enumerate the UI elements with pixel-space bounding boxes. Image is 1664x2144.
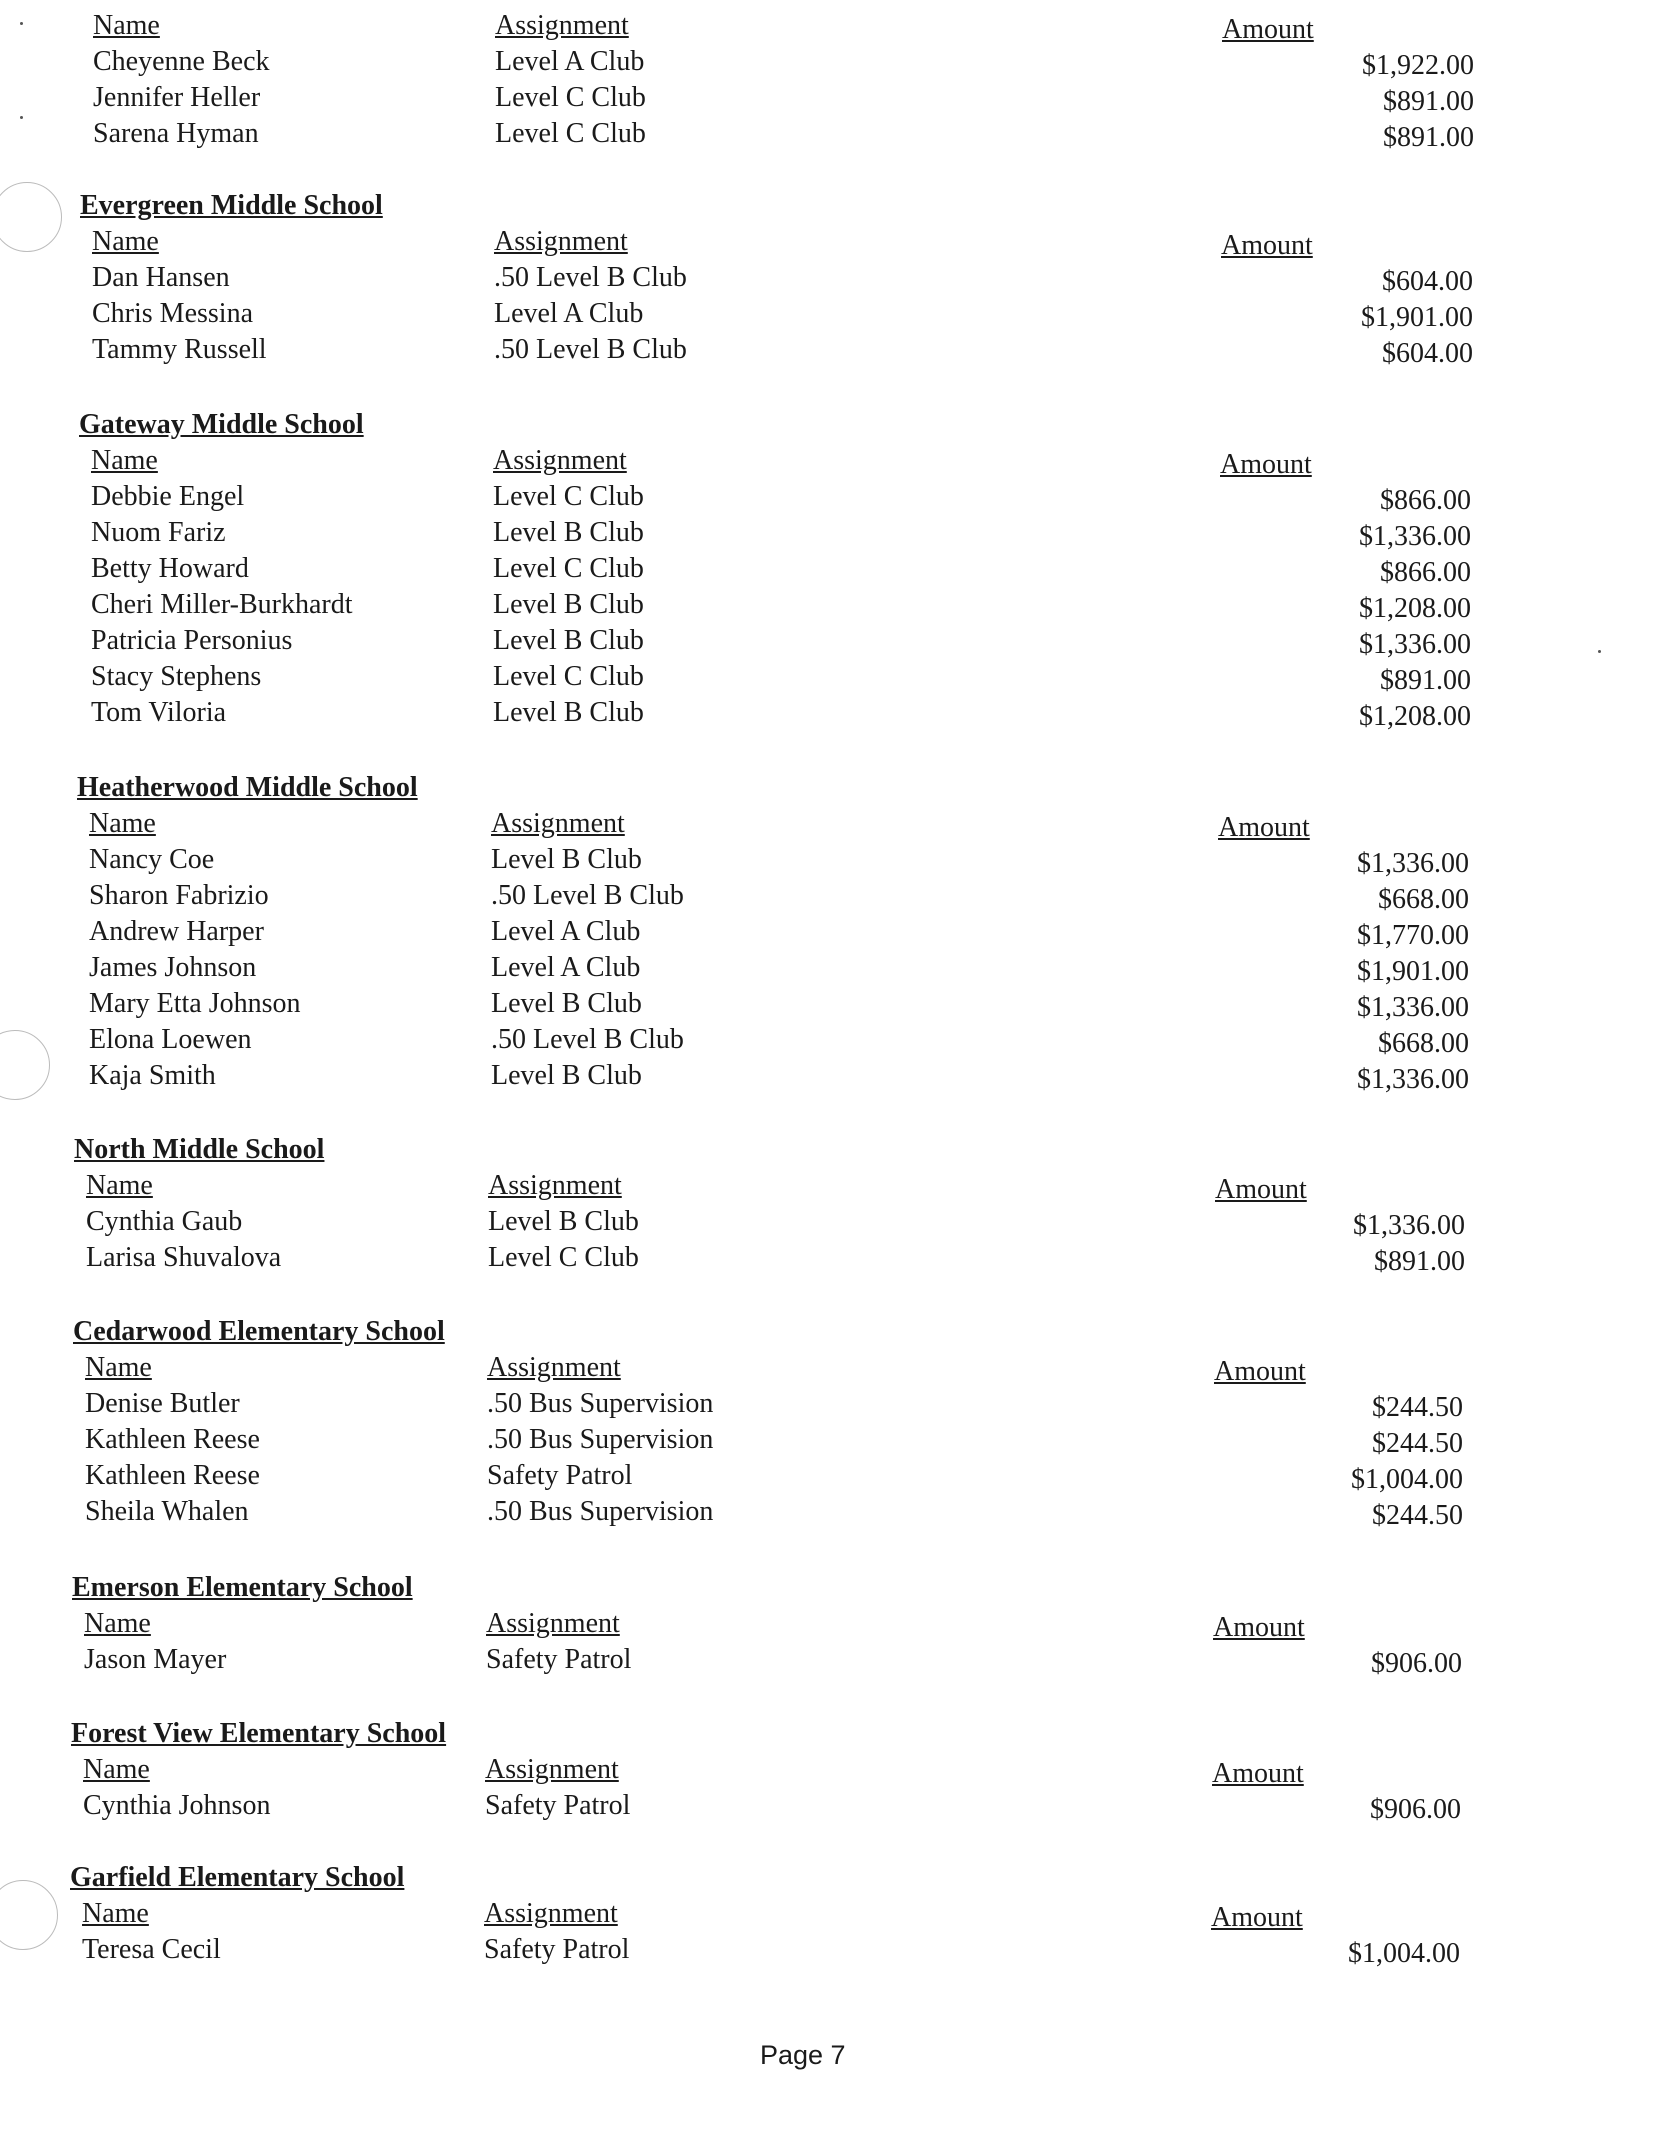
row-amount: $604.00 — [1382, 266, 1473, 297]
school-title: Emerson Elementary School — [72, 1572, 413, 1603]
row-assignment: Level B Club — [491, 988, 642, 1019]
row-assignment: Level B Club — [493, 697, 644, 728]
table-row — [77, 1060, 1477, 1096]
column-header-name: Name — [93, 10, 160, 41]
scan-speck — [1598, 650, 1601, 653]
row-name: Cynthia Gaub — [86, 1206, 243, 1237]
row-amount: $244.50 — [1372, 1428, 1463, 1459]
punch-hole-top — [0, 182, 62, 252]
scan-speck — [20, 116, 23, 119]
row-assignment: Level B Club — [491, 844, 642, 875]
row-name: Andrew Harper — [89, 916, 264, 947]
row-assignment: .50 Level B Club — [494, 334, 687, 365]
row-assignment: Level C Club — [493, 553, 644, 584]
row-assignment: Level C Club — [495, 118, 646, 149]
row-assignment: Level C Club — [488, 1242, 639, 1273]
table-row — [70, 1934, 1470, 1970]
row-amount: $1,336.00 — [1357, 1064, 1469, 1095]
row-name: Tammy Russell — [92, 334, 267, 365]
row-name: Sharon Fabrizio — [89, 880, 269, 911]
row-assignment: Level C Club — [495, 82, 646, 113]
row-name: Kathleen Reese — [85, 1460, 260, 1491]
row-amount: $1,901.00 — [1361, 302, 1473, 333]
row-amount: $1,336.00 — [1357, 848, 1469, 879]
school-title: Heatherwood Middle School — [77, 772, 418, 803]
table-row — [79, 517, 1479, 553]
school-title: North Middle School — [74, 1134, 325, 1165]
column-header-amount: Amount — [1220, 449, 1312, 480]
row-amount: $891.00 — [1380, 665, 1471, 696]
row-assignment: .50 Level B Club — [491, 1024, 684, 1055]
row-name: Dan Hansen — [92, 262, 230, 293]
row-amount: $891.00 — [1383, 122, 1474, 153]
row-name: Debbie Engel — [91, 481, 245, 512]
row-assignment: Level C Club — [493, 481, 644, 512]
row-name: Patricia Personius — [91, 625, 293, 656]
row-assignment: .50 Level B Club — [491, 880, 684, 911]
row-name: Larisa Shuvalova — [86, 1242, 282, 1273]
row-assignment: .50 Bus Supervision — [487, 1496, 714, 1527]
row-amount: $244.50 — [1372, 1500, 1463, 1531]
column-header-name: Name — [84, 1608, 151, 1639]
column-header-amount: Amount — [1214, 1356, 1306, 1387]
punch-hole-middle — [0, 1030, 50, 1100]
row-name: Jennifer Heller — [93, 82, 261, 113]
column-header-amount: Amount — [1221, 230, 1313, 261]
row-name: Kathleen Reese — [85, 1424, 260, 1455]
column-header-amount: Amount — [1218, 812, 1310, 843]
column-header-name: Name — [86, 1170, 153, 1201]
row-assignment: Safety Patrol — [486, 1644, 632, 1675]
row-name: Chris Messina — [92, 298, 253, 329]
row-name: Elona Loewen — [89, 1024, 252, 1055]
row-amount: $1,336.00 — [1353, 1210, 1465, 1241]
table-row — [72, 1644, 1472, 1680]
column-header-assignment: Assignment — [491, 808, 625, 839]
row-assignment: .50 Level B Club — [494, 262, 687, 293]
table-row — [77, 952, 1477, 988]
row-name: Mary Etta Johnson — [89, 988, 301, 1019]
row-amount: $891.00 — [1383, 86, 1474, 117]
column-header-name: Name — [91, 445, 158, 476]
row-name: James Johnson — [89, 952, 257, 983]
row-amount: $866.00 — [1380, 557, 1471, 588]
school-title: Evergreen Middle School — [80, 190, 383, 221]
column-header-name: Name — [82, 1898, 149, 1929]
row-amount: $891.00 — [1374, 1246, 1465, 1277]
row-amount: $1,922.00 — [1362, 50, 1474, 81]
row-amount: $244.50 — [1372, 1392, 1463, 1423]
column-header-name: Name — [85, 1352, 152, 1383]
table-row — [74, 1206, 1474, 1242]
table-row — [80, 82, 1480, 118]
table-row — [73, 1496, 1473, 1532]
scan-speck — [20, 22, 23, 25]
row-assignment: Safety Patrol — [487, 1460, 633, 1491]
column-header-assignment: Assignment — [487, 1352, 621, 1383]
row-name: Betty Howard — [91, 553, 249, 584]
page-number: Page 7 — [760, 2040, 846, 2070]
row-name: Sheila Whalen — [85, 1496, 249, 1527]
table-row — [77, 988, 1477, 1024]
row-amount: $1,770.00 — [1357, 920, 1469, 951]
school-title: Forest View Elementary School — [71, 1718, 447, 1749]
column-header-name: Name — [89, 808, 156, 839]
table-row — [80, 298, 1480, 334]
column-header-assignment: Assignment — [493, 445, 627, 476]
row-assignment: Level A Club — [494, 298, 644, 329]
table-row — [77, 1024, 1477, 1060]
column-header-amount: Amount — [1213, 1612, 1305, 1643]
row-assignment: Level A Club — [491, 952, 641, 983]
table-row — [73, 1460, 1473, 1496]
table-row — [80, 46, 1480, 82]
column-header-assignment: Assignment — [486, 1608, 620, 1639]
table-row — [80, 334, 1480, 370]
column-header-assignment: Assignment — [484, 1898, 618, 1929]
row-name: Nancy Coe — [89, 844, 215, 875]
row-name: Denise Butler — [85, 1388, 240, 1419]
row-assignment: Level B Club — [488, 1206, 639, 1237]
row-assignment: Level B Club — [493, 517, 644, 548]
row-amount: $668.00 — [1378, 1028, 1469, 1059]
row-amount: $604.00 — [1382, 338, 1473, 369]
row-name: Stacy Stephens — [91, 661, 262, 692]
table-row — [71, 1790, 1471, 1826]
row-name: Cheyenne Beck — [93, 46, 270, 77]
table-row — [79, 589, 1479, 625]
column-header-assignment: Assignment — [494, 226, 628, 257]
column-header-amount: Amount — [1211, 1902, 1303, 1933]
table-row — [73, 1388, 1473, 1424]
school-title: Gateway Middle School — [79, 409, 364, 440]
column-header-amount: Amount — [1212, 1758, 1304, 1789]
row-name: Jason Mayer — [84, 1644, 227, 1675]
row-assignment: .50 Bus Supervision — [487, 1424, 714, 1455]
row-assignment: Safety Patrol — [485, 1790, 631, 1821]
row-amount: $1,336.00 — [1359, 629, 1471, 660]
row-amount: $1,901.00 — [1357, 956, 1469, 987]
row-assignment: Level A Club — [491, 916, 641, 947]
column-header-amount: Amount — [1222, 14, 1314, 45]
row-assignment: Level A Club — [495, 46, 645, 77]
column-header-assignment: Assignment — [488, 1170, 622, 1201]
column-header-assignment: Assignment — [495, 10, 629, 41]
column-header-amount: Amount — [1215, 1174, 1307, 1205]
row-amount: $668.00 — [1378, 884, 1469, 915]
row-amount: $1,208.00 — [1359, 701, 1471, 732]
row-assignment: Level B Club — [493, 589, 644, 620]
row-amount: $1,208.00 — [1359, 593, 1471, 624]
table-row — [79, 697, 1479, 733]
row-name: Tom Viloria — [91, 697, 227, 728]
table-row — [73, 1424, 1473, 1460]
row-assignment: Level B Club — [493, 625, 644, 656]
row-amount: $866.00 — [1380, 485, 1471, 516]
table-row — [79, 553, 1479, 589]
table-row — [79, 481, 1479, 517]
row-amount: $1,336.00 — [1359, 521, 1471, 552]
table-row — [77, 916, 1477, 952]
row-name: Cynthia Johnson — [83, 1790, 271, 1821]
row-assignment: Level C Club — [493, 661, 644, 692]
column-header-name: Name — [92, 226, 159, 257]
school-title: Cedarwood Elementary School — [73, 1316, 445, 1347]
table-row — [77, 844, 1477, 880]
row-assignment: Safety Patrol — [484, 1934, 630, 1965]
row-amount: $906.00 — [1370, 1794, 1461, 1825]
row-amount: $1,004.00 — [1348, 1938, 1460, 1969]
school-title: Garfield Elementary School — [70, 1862, 405, 1893]
table-row — [80, 262, 1480, 298]
row-name: Teresa Cecil — [82, 1934, 221, 1965]
row-name: Sarena Hyman — [93, 118, 259, 149]
table-row — [80, 118, 1480, 154]
punch-hole-bottom — [0, 1880, 58, 1950]
row-name: Kaja Smith — [89, 1060, 216, 1091]
table-row — [79, 661, 1479, 697]
row-amount: $1,004.00 — [1351, 1464, 1463, 1495]
column-header-name: Name — [83, 1754, 150, 1785]
row-name: Cheri Miller-Burkhardt — [91, 589, 353, 620]
table-row — [74, 1242, 1474, 1278]
column-header-assignment: Assignment — [485, 1754, 619, 1785]
table-row — [79, 625, 1479, 661]
row-assignment: Level B Club — [491, 1060, 642, 1091]
row-name: Nuom Fariz — [91, 517, 226, 548]
row-amount: $906.00 — [1371, 1648, 1462, 1679]
row-amount: $1,336.00 — [1357, 992, 1469, 1023]
table-row — [77, 880, 1477, 916]
row-assignment: .50 Bus Supervision — [487, 1388, 714, 1419]
